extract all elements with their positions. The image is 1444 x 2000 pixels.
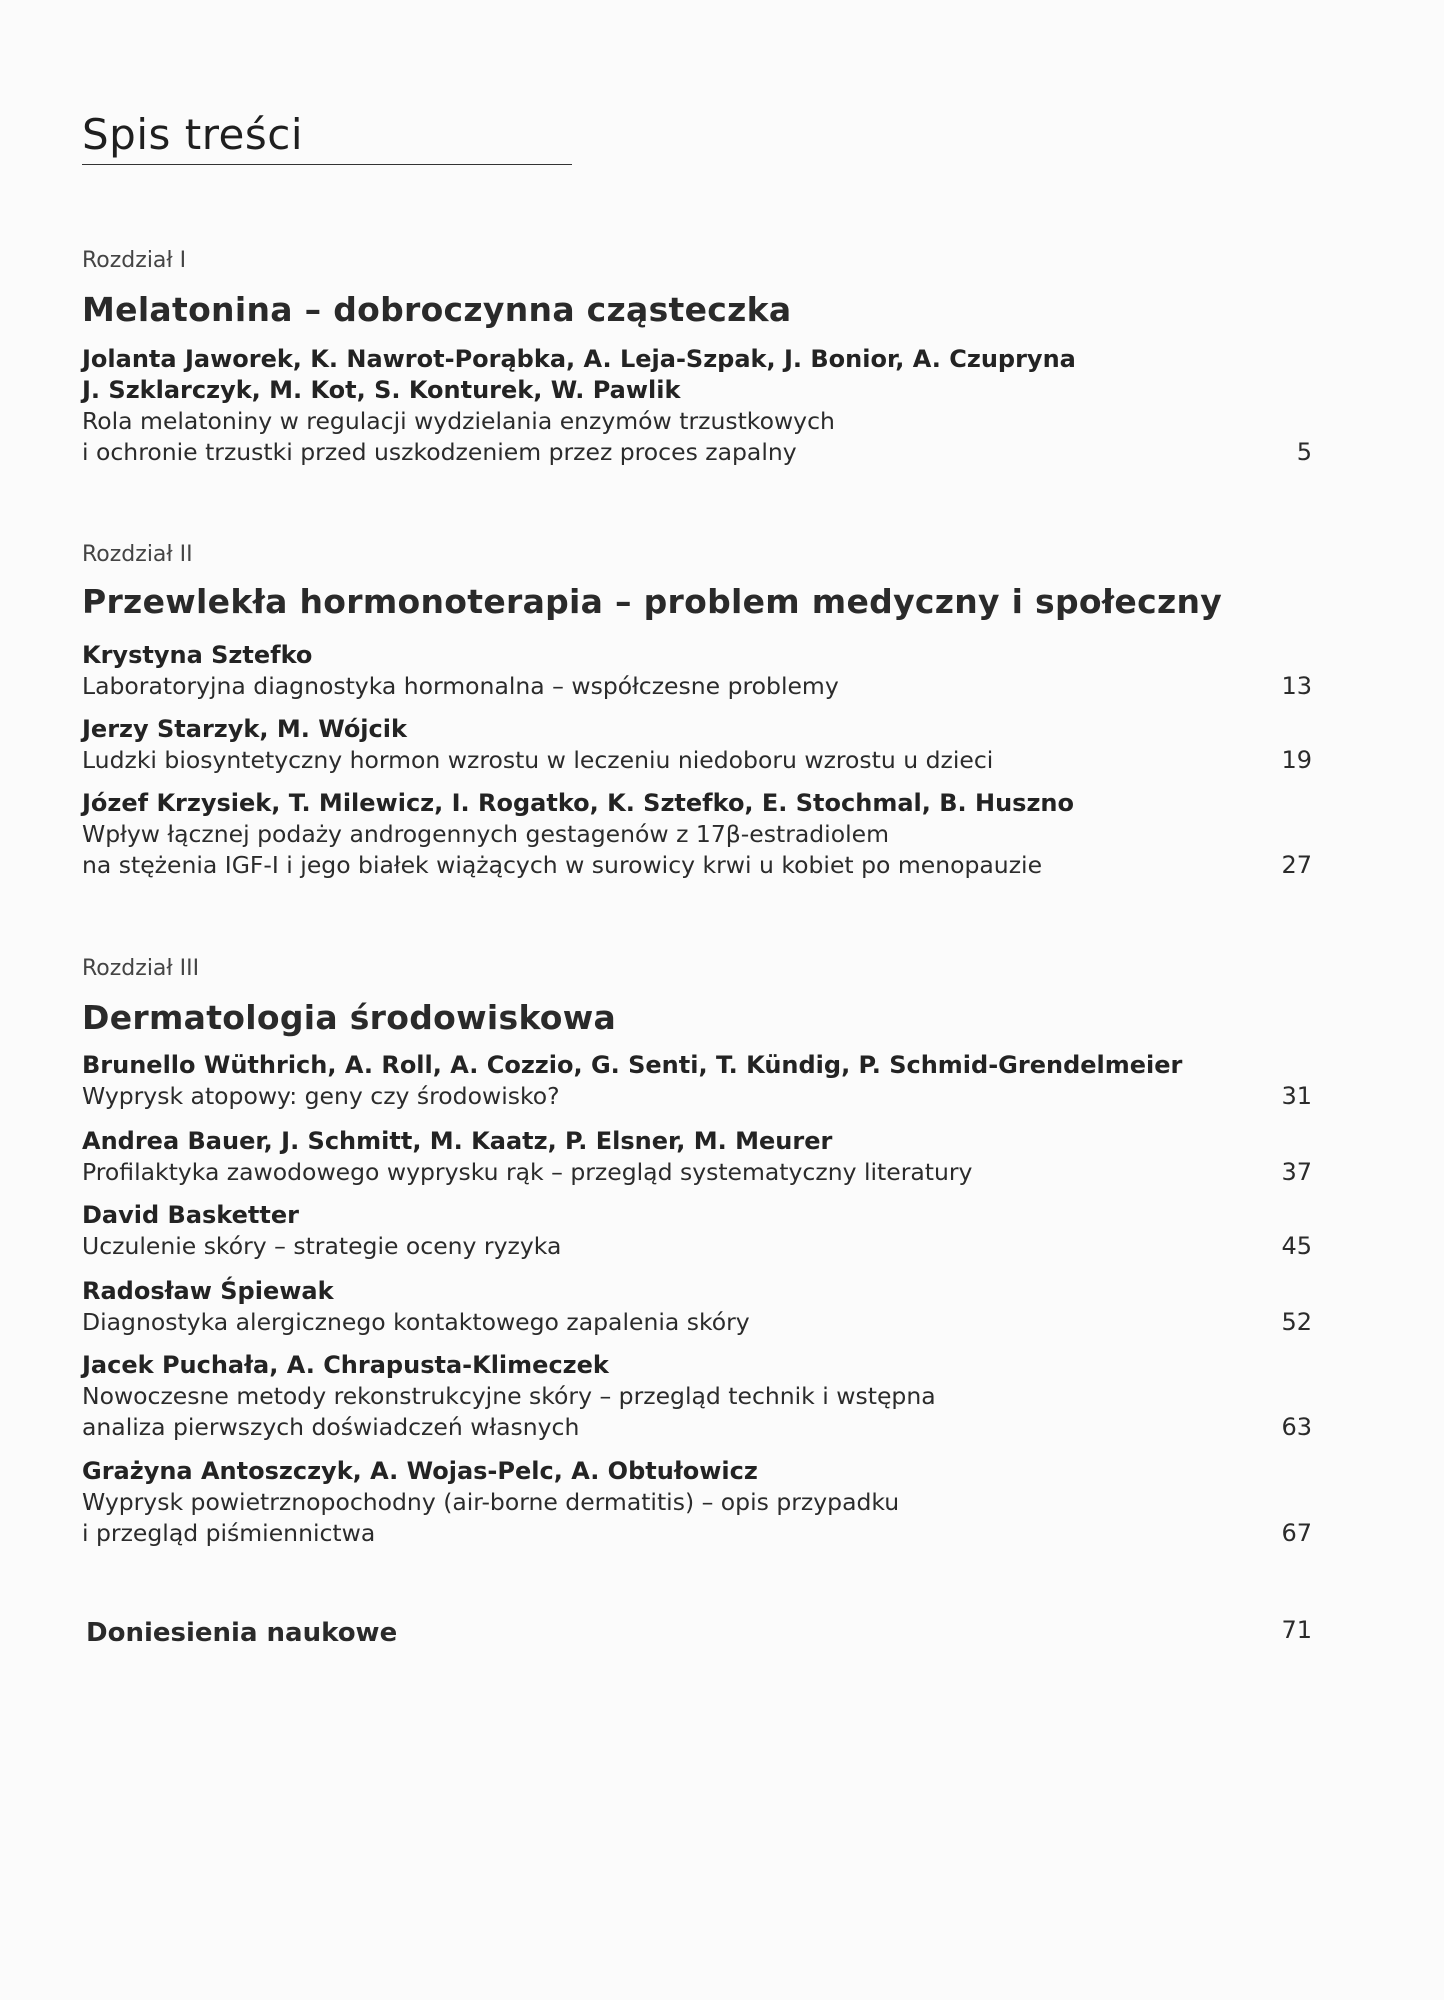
entry-authors: David Basketter — [82, 1201, 299, 1229]
entry-authors: Józef Krzysiek, T. Milewicz, I. Rogatko, K. Sztefko, E. Stochmal, B. Huszno — [82, 789, 1074, 817]
toc-entry[interactable] — [82, 788, 1312, 881]
chapter-label: Rozdział II — [82, 542, 193, 567]
chapter-label: Rozdział I — [82, 248, 187, 273]
entry-authors: Brunello Wüthrich, A. Roll, A. Cozzio, G. Senti, T. Kündig, P. Schmid-Grendelmeier — [82, 1051, 1183, 1079]
entry-authors: Andrea Bauer, J. Schmitt, M. Kaatz, P. Elsner, M. Meurer — [82, 1127, 833, 1155]
toc-entry[interactable] — [82, 1050, 1312, 1112]
entry-title: Uczulenie skóry – strategie oceny ryzyka — [82, 1232, 562, 1260]
entry-title: Profilaktyka zawodowego wyprysku rąk – przegląd systematyczny literatury — [82, 1158, 973, 1186]
entry-title: Rola melatoniny w regulacji wydzielania enzymów trzustkowych i ochronie trzustki przed uszkodzeniem przez proces zapalny — [82, 407, 835, 466]
toc-entry[interactable] — [82, 714, 1312, 776]
toc-entry[interactable] — [82, 1200, 1312, 1262]
entry-page-number: 13 — [1281, 672, 1312, 700]
entry-title: Laboratoryjna diagnostyka hormonalna – współczesne problemy — [82, 672, 839, 700]
toc-entry[interactable] — [82, 1456, 1312, 1549]
entry-authors: Jolanta Jaworek, K. Nawrot-Porąbka, A. Leja-Szpak, J. Bonior, A. Czupryna J. Szklarczyk, M. Kot, S. Konturek, W. Pawlik — [82, 345, 1076, 404]
toc-entry[interactable] — [82, 1126, 1312, 1188]
chapter-label: Rozdział III — [82, 956, 200, 981]
entry-title: Ludzki biosyntetyczny hormon wzrostu w leczeniu niedoboru wzrostu u dzieci — [82, 746, 994, 774]
entry-title: Nowoczesne metody rekonstrukcyjne skóry – przegląd technik i wstępna analiza pierwszych doświadczeń własnych — [82, 1382, 936, 1441]
entry-title: Diagnostyka alergicznego kontaktowego zapalenia skóry — [82, 1308, 750, 1336]
title-underline — [82, 164, 572, 165]
entry-title: Wyprysk atopowy: geny czy środowisko? — [82, 1082, 560, 1110]
entry-page-number: 37 — [1281, 1158, 1312, 1186]
chapter-title: Dermatologia środowiskowa — [82, 998, 617, 1037]
entry-authors: Grażyna Antoszczyk, A. Wojas-Pelc, A. Obtułowicz — [82, 1457, 758, 1485]
entry-page-number: 27 — [1281, 851, 1312, 879]
entry-page-number: 52 — [1281, 1308, 1312, 1336]
entry-authors: Krystyna Sztefko — [82, 641, 313, 669]
entry-page-number: 45 — [1281, 1232, 1312, 1260]
toc-entry[interactable] — [82, 344, 1312, 468]
entry-page-number: 19 — [1281, 746, 1312, 774]
entry-page-number: 71 — [1281, 1616, 1312, 1644]
page-title: Spis treści — [82, 110, 304, 159]
chapter-title: Przewlekła hormonoterapia – problem medyczny i społeczny — [82, 582, 1223, 621]
entry-authors: Jerzy Starzyk, M. Wójcik — [82, 715, 407, 743]
entry-authors: Radosław Śpiewak — [82, 1277, 334, 1305]
entry-title: Doniesienia naukowe — [86, 1618, 398, 1648]
toc-entry[interactable] — [82, 640, 1312, 702]
chapter-title: Melatonina – dobroczynna cząsteczka — [82, 290, 792, 329]
entry-title: Wpływ łącznej podaży androgennych gestagenów z 17β-estradiolem na stężenia IGF-I i jego białek wiążących w surowicy krwi u kobiet po menopauzie — [82, 820, 1043, 879]
entry-page-number: 63 — [1281, 1413, 1312, 1441]
entry-authors: Jacek Puchała, A. Chrapusta-Klimeczek — [82, 1351, 609, 1379]
entry-page-number: 5 — [1296, 438, 1312, 466]
toc-entry[interactable] — [82, 1350, 1312, 1443]
entry-page-number: 31 — [1281, 1082, 1312, 1110]
toc-entry[interactable] — [82, 1276, 1312, 1338]
entry-page-number: 67 — [1281, 1519, 1312, 1547]
entry-title: Wyprysk powietrznopochodny (air-borne dermatitis) – opis przypadku i przegląd piśmiennictwa — [82, 1488, 900, 1547]
toc-entry-reports[interactable] — [86, 1618, 1312, 1648]
